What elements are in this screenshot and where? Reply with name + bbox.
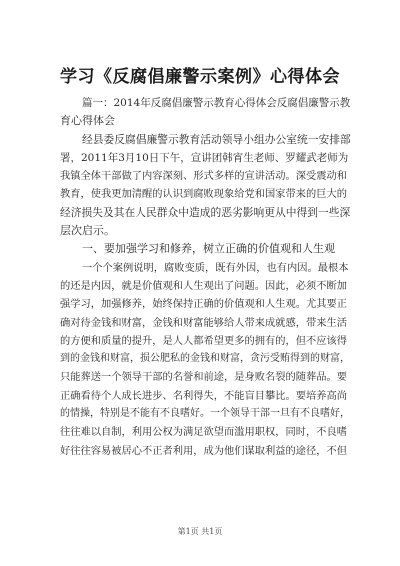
body-line: 的情操，特别是不能有不良嗜好。一个领导干部一旦有不良嗜好， — [60, 408, 350, 420]
page-footer: 第1页 共1页 — [177, 527, 223, 536]
body-line: 我镇全体干部做了内容深刻、形式多样的宣讲活动。深受震动和 — [60, 170, 348, 183]
body-line: 到的金钱和财富，损公肥私的金钱和财富，贪污受贿得到的财富， — [60, 353, 350, 365]
body-line: 篇一：2014年反腐倡廉警示教育心得体会反腐倡廉警示教 — [82, 97, 351, 109]
body-line: 一、要加强学习和修养，树立正确的价值观和人生观 — [82, 242, 335, 256]
body-line: 经县委反腐倡廉警示教育活动领导小组办公室统一安排部 — [82, 132, 351, 146]
body-line: 强学习，加强修养，始终保持正确的价值观和人生观。尤其要正 — [60, 298, 348, 311]
body-line: 一个个案例说明，腐败变质，既有外因，也有内因。最根本 — [82, 261, 349, 274]
body-line: 确对待金钱和财富，金钱和财富能够给人带来成就感，带来生活 — [60, 316, 348, 329]
body-line: 层次启示。 — [60, 224, 115, 238]
body-line: 的还是内因，就是价值观和人生观出了问题。因此，必须不断加 — [60, 279, 348, 292]
body-line: 正确看待个人成长进步、名利得失，不能盲目攀比。要培养高尚 — [60, 389, 348, 402]
body-line: 往往难以自制，利用公权为满足欲望而滥用职权，同时，不良嗜 — [60, 426, 348, 439]
body-line: 经济损失及其在人民群众中造成的恶劣影响更从中得到一些深 — [60, 205, 351, 219]
body-line: 署，2011年3月10日下午，宣讲团韩宵生老师、罗耀武老师为 — [60, 151, 349, 164]
body-line: 只能葬送一个领导干部的名誉和前途，是身败名裂的随葬品。要 — [60, 371, 348, 384]
body-line: 教育，使我更加清醒的认识到腐败现象给党和国家带来的巨大的 — [60, 188, 348, 201]
body-line: 的方便和质量的提升，是人人都希望更多的拥有的，但不应该得 — [60, 334, 348, 347]
document-title: 学习《反腐倡廉警示案例》心得体会 — [60, 67, 340, 87]
document-body — [60, 94, 352, 460]
body-line: 育心得体会 — [60, 114, 115, 128]
body-line: 好往往容易被居心不正者利用，成为他们谋取利益的途径，不但 — [60, 444, 348, 457]
